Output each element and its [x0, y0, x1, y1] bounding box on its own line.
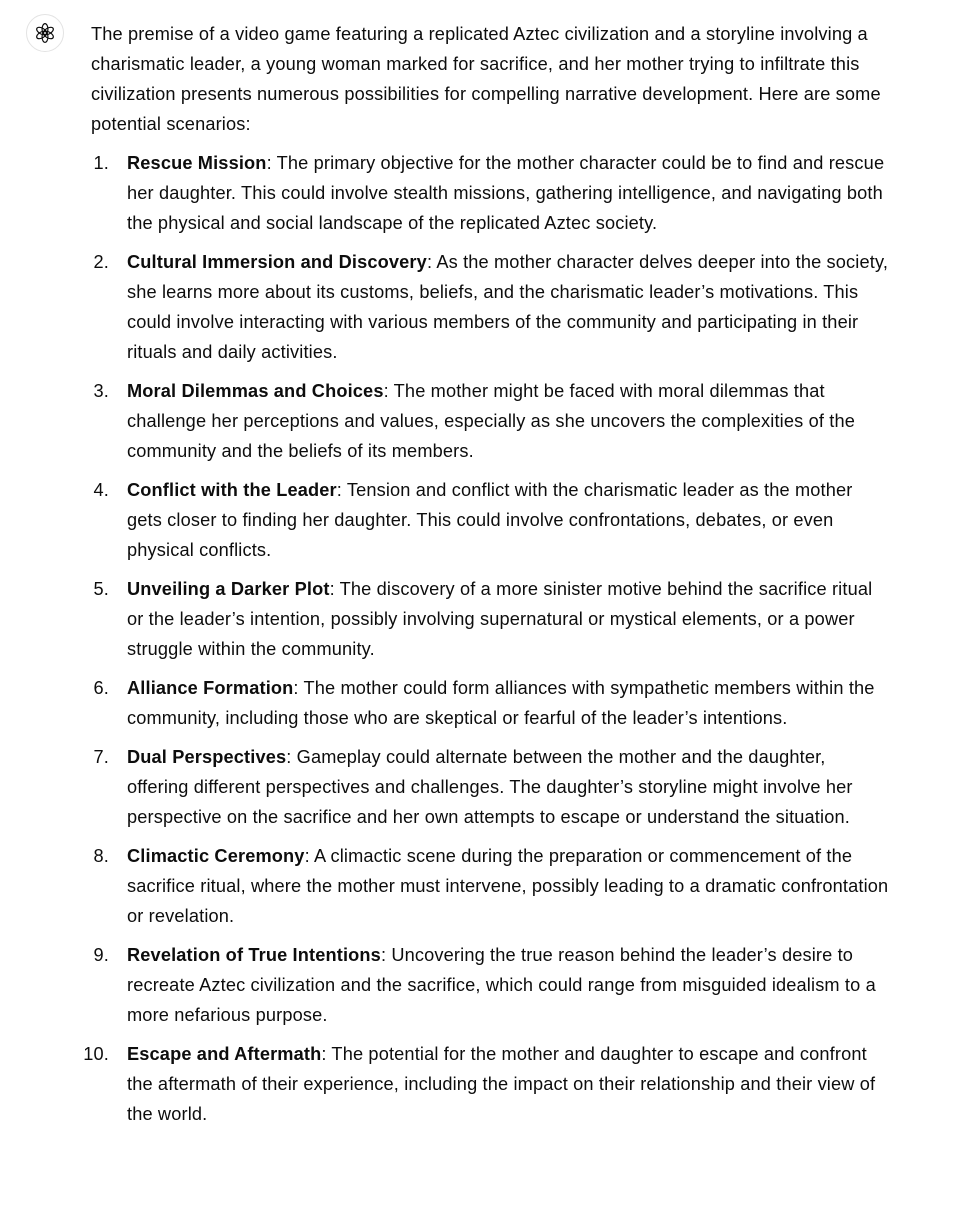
list-item-text: : A climactic scene during the preparation or commencement of the sacrifice ritual, where the mother must intervene, possibly leading to a dramatic confrontation or revelation. [127, 846, 889, 926]
list-item-number: 5. [93, 579, 109, 599]
list-item [91, 841, 891, 931]
list-item-number: 1. [93, 153, 109, 173]
list-item-text: : The potential for the mother and daughter to escape and confront the aftermath of their experience, including the impact on their relationship and their view of the world. [127, 1044, 876, 1124]
list-item [91, 376, 891, 466]
list-item [91, 673, 891, 733]
list-item-title: Escape and Aftermath [127, 1044, 322, 1064]
list-item-number: 4. [93, 480, 109, 500]
list-item [91, 475, 891, 565]
list-item-title: Rescue Mission [127, 153, 267, 173]
list-item-text: : Gameplay could alternate between the mother and the daughter, offering different perspectives and challenges. The daughter’s storyline might involve her perspective on the sacrifice and her own attempts to escape or understand the situation. [127, 747, 853, 827]
list-item-number: 6. [93, 678, 109, 698]
list-item-number: 2. [93, 252, 109, 272]
list-item-number: 10. [83, 1044, 109, 1064]
list-item-title: Unveiling a Darker Plot [127, 579, 330, 599]
list-item-title: Moral Dilemmas and Choices [127, 381, 384, 401]
list-item [91, 148, 891, 238]
list-item [91, 742, 891, 832]
list-item-text: : The mother might be faced with moral dilemmas that challenge her perceptions and values, especially as she uncovers the complexities of the community and the beliefs of its members. [127, 381, 855, 461]
list-item-number: 8. [93, 846, 109, 866]
list-item [91, 574, 891, 664]
assistant-avatar [26, 14, 64, 52]
assistant-message [83, 19, 891, 1138]
list-item-title: Climactic Ceremony [127, 846, 305, 866]
list-item-title: Conflict with the Leader [127, 480, 337, 500]
list-item-text: : The mother could form alliances with sympathetic members within the community, including those who are skeptical or fearful of the leader’s intentions. [127, 678, 875, 728]
list-item-title: Revelation of True Intentions [127, 945, 381, 965]
scenario-list [83, 148, 891, 1129]
list-item-text: : The primary objective for the mother character could be to find and rescue her daughter. This could involve stealth missions, gathering intelligence, and navigating both the physical and social landscape of the replicated Aztec society. [127, 153, 885, 233]
list-item-text: : Uncovering the true reason behind the leader’s desire to recreate Aztec civilization and the sacrifice, which could range from misguided idealism to a more nefarious purpose. [127, 945, 876, 1025]
list-item-number: 3. [93, 381, 109, 401]
list-item [91, 940, 891, 1030]
list-item [83, 1039, 891, 1129]
list-item-title: Alliance Formation [127, 678, 294, 698]
chatgpt-logo-icon [34, 22, 56, 44]
message-intro: The premise of a video game featuring a replicated Aztec civilization and a storyline involving a charismatic leader, a young woman marked for sacrifice, and her mother trying to infiltrate this civilization presents numerous possibilities for compelling narrative development. Here are some potential scenarios: [91, 24, 881, 134]
list-item-text: : The discovery of a more sinister motive behind the sacrifice ritual or the leader’s intention, possibly involving supernatural or mystical elements, or a power struggle within the community. [127, 579, 873, 659]
list-item-title: Cultural Immersion and Discovery [127, 252, 427, 272]
list-item-number: 9. [93, 945, 109, 965]
list-item-text: : As the mother character delves deeper into the society, she learns more about its customs, beliefs, and the charismatic leader’s motivations. This could involve interacting with various members of the community and participating in their rituals and daily activities. [127, 252, 889, 362]
list-item-number: 7. [93, 747, 109, 767]
list-item-title: Dual Perspectives [127, 747, 287, 767]
list-item-text: : Tension and conflict with the charismatic leader as the mother gets closer to finding her daughter. This could involve confrontations, debates, or even physical conflicts. [127, 480, 853, 560]
list-item [91, 247, 891, 367]
